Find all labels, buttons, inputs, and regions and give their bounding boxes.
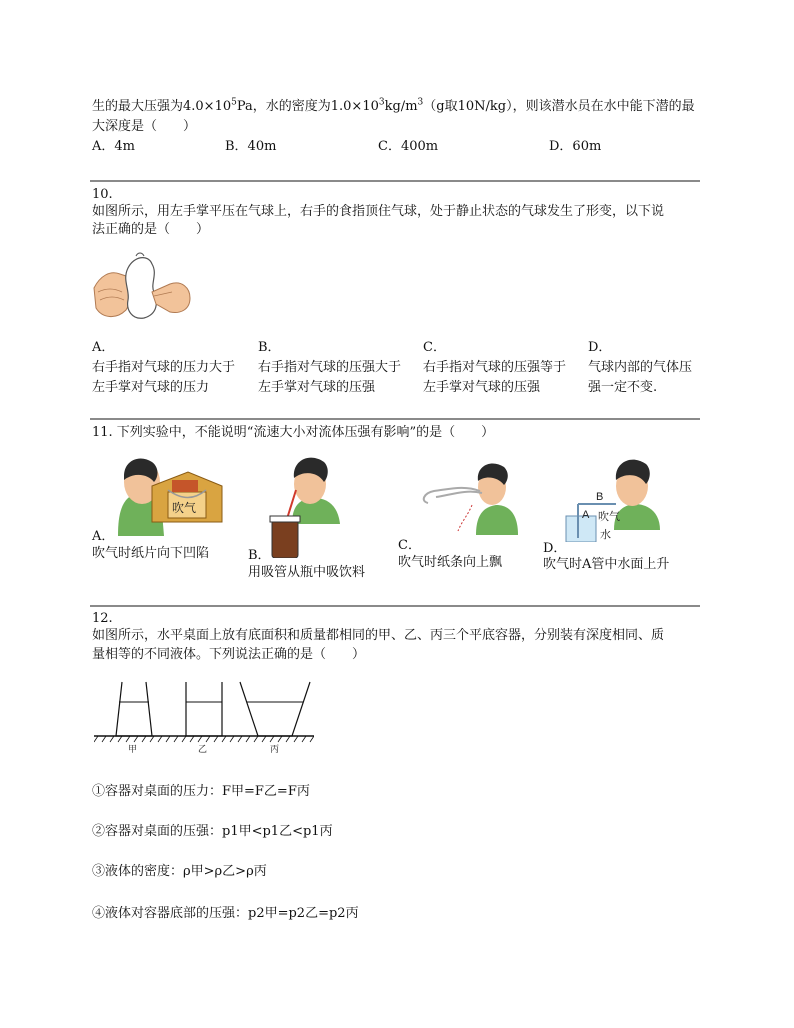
containers-figure <box>94 676 314 756</box>
q10-option-a[interactable]: A． 右手指对气球的压力大于 左手掌对气球的压力 <box>92 340 236 395</box>
q12-text-line2: 量相等的不同液体。下列说法正确的是（ ） <box>92 647 366 662</box>
q11-option-c-label[interactable]: C． <box>398 538 421 553</box>
divider <box>90 418 700 420</box>
q11-option-d-label[interactable]: D． <box>543 541 567 556</box>
q12-statement-2: ②容器对桌面的压强：p1甲<p1乙<p1丙 <box>92 824 333 839</box>
label-yi: 乙 <box>198 744 208 754</box>
q9-option-d[interactable]: D．60m <box>549 139 602 154</box>
label-bing: 丙 <box>270 744 280 754</box>
label-jia: 甲 <box>128 744 138 754</box>
q12-statement-4: ④液体对容器底部的压强：p2甲=p2乙=p2丙 <box>92 906 359 921</box>
q12-statement-3: ③液体的密度：ρ甲>ρ乙>ρ丙 <box>92 864 267 879</box>
q10-option-d[interactable]: D． 气球内部的气体压 强一定不变. <box>588 340 693 395</box>
q11-text-line1: 11. 下列实验中，不能说明“流速大小对流体压强有影响”的是（ ） <box>92 425 495 440</box>
figure-d-b-label: B <box>596 491 604 503</box>
q10-text-line2: 法正确的是（ ） <box>92 222 210 237</box>
figure-d-blow-label: 吹气 <box>598 511 620 523</box>
figure-b-straw-drink <box>268 448 344 558</box>
q11-option-b-label[interactable]: B． <box>248 548 271 563</box>
q9-text-line2: 大深度是（ ） <box>92 119 197 134</box>
q9-option-a[interactable]: A．4m <box>92 139 135 154</box>
q10-option-b[interactable]: B． 右手指对气球的压强大于 左手掌对气球的压强 <box>258 340 402 395</box>
q11-option-c-text[interactable]: 吹气时纸条向上飘 <box>398 555 503 570</box>
figure-c-paper-strip <box>420 455 520 535</box>
figure-d-tube-water <box>560 452 664 542</box>
divider <box>90 180 700 182</box>
q11-option-d-text[interactable]: 吹气时A管中水面上升 <box>543 557 670 572</box>
q10-text-line1: 如图所示，用左手掌平压在气球上，右手的食指顶住气球，处于静止状态的气球发生了形变，以下说 <box>92 204 665 219</box>
figure-a-blow-label: 吹气 <box>172 501 197 515</box>
q9-option-b[interactable]: B．40m <box>225 139 277 154</box>
q11-option-a-label[interactable]: A． <box>92 529 115 544</box>
balloon-figure <box>92 248 192 324</box>
q9-option-c[interactable]: C．400m <box>378 139 439 154</box>
figure-a-blow-paper <box>112 452 224 536</box>
divider <box>90 605 700 607</box>
q12-statement-1: ①容器对桌面的压力：F甲=F乙=F丙 <box>92 784 310 799</box>
q11-option-b-text[interactable]: 用吸管从瓶中吸饮料 <box>248 565 366 580</box>
figure-d-water-label: 水 <box>600 529 611 541</box>
q12-text-line1: 如图所示，水平桌面上放有底面积和质量都相同的甲、乙、丙三个平底容器，分别装有深度相同、质 <box>92 628 665 643</box>
q10-option-c[interactable]: C． 右手指对气球的压强等于 左手掌对气球的压强 <box>423 340 567 395</box>
q11-option-a-text[interactable]: 吹气时纸片向下凹陷 <box>92 546 210 561</box>
figure-d-a-label: A <box>582 509 590 521</box>
q9-text-line1: 生的最大压强为$4.0\times 10^5Pa$，水的密度为$1.0\times 10^3kg/m^3(g$取10N/kg），则该潜水员在水中能下潜的最 <box>92 97 695 114</box>
q12-number: 12. <box>92 611 113 626</box>
q10-number: 10. <box>92 187 113 202</box>
